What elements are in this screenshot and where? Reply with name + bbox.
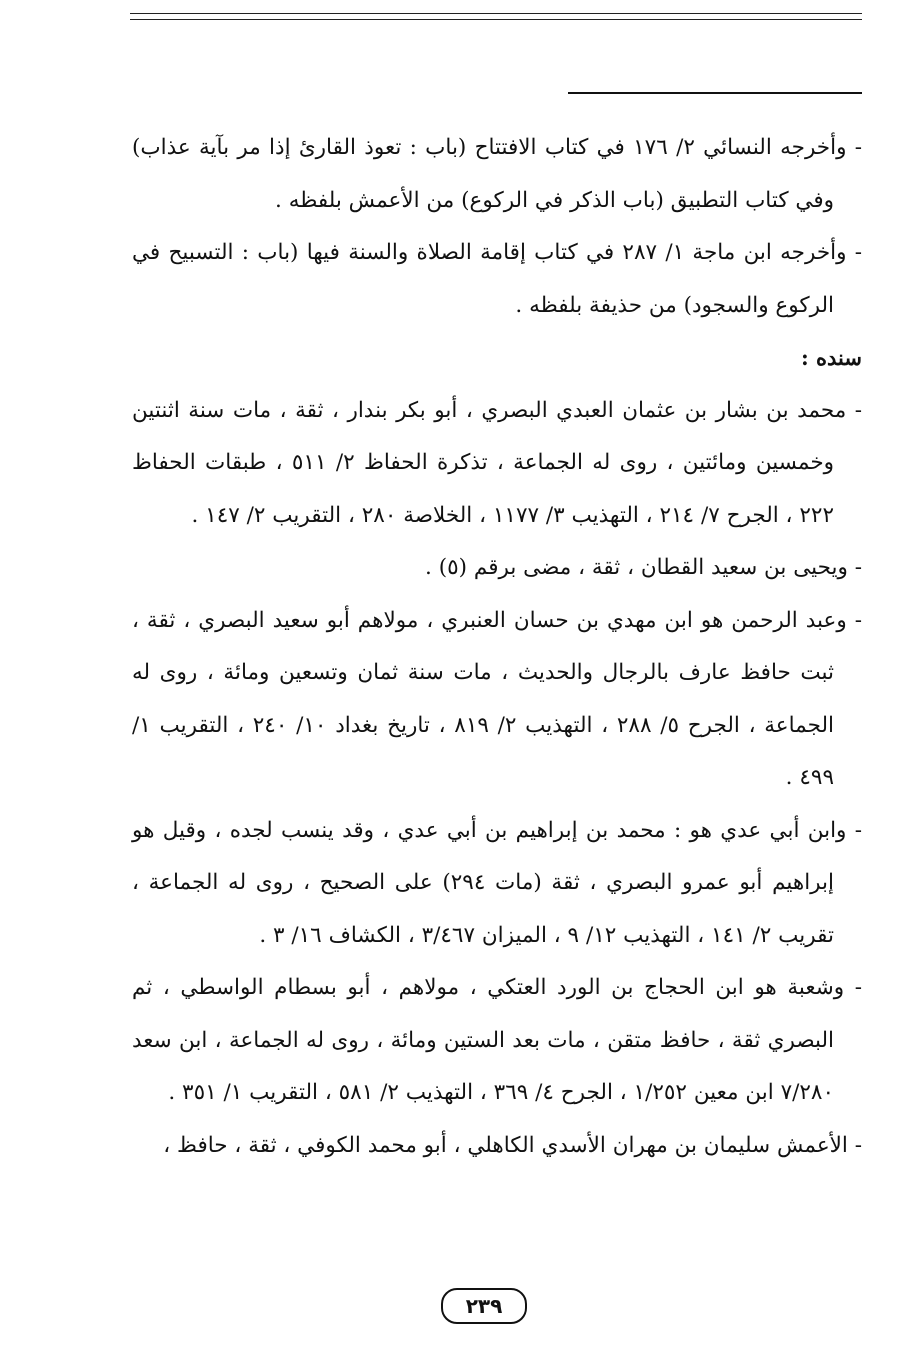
narrator-entry: - وعبد الرحمن هو ابن مهدي بن حسان العنبري ، مولاهم أبو سعيد البصري ، ثقة ، ثبت حافظ عارف بالرجال والحديث ، مات سنة ثمان وتسعين ومائة ، روى له الجماعة ، الجرح ٥/ ٢٨٨ ، التهذيب ٢/ ٨١٩ ، تاريخ بغداد ١٠/ ٢٤٠ ، التقريب ١/ ٤٩٩ . xyxy=(132,607,862,790)
page-number: ٢٣٩ xyxy=(441,1288,527,1324)
footnote-separator xyxy=(568,92,862,94)
narrator-entry: - وشعبة هو ابن الحجاج بن الورد العتكي ، مولاهم ، أبو بسطام الواسطي ، ثم البصري ثقة ، حافظ متقن ، مات بعد الستين ومائة ، روى له الجماعة ، ابن سعد ٧/٢٨٠ ابن معين ١/٢٥٢ ، الجرح ٤/ ٣٦٩ ، التهذيب ٢/ ٥٨١ ، التقريب ١/ ٣٥١ . xyxy=(132,975,862,1105)
reference-entry: - وأخرجه النسائي ٢/ ١٧٦ في كتاب الافتتاح (باب : تعوذ القارئ إذا مر بآية عذاب) وفي كتاب التطبيق (باب الذكر في الركوع) من الأعمش بلفظه . xyxy=(132,135,863,213)
header-rule xyxy=(130,19,862,20)
page-body xyxy=(132,122,862,1172)
narrator-entry: - وابن أبي عدي هو : محمد بن إبراهيم بن أبي عدي ، وقد ينسب لجده ، وقيل هو إبراهيم أبو عمرو البصري ، ثقة (مات ٢٩٤) على الصحيح ، روى له الجماعة ، تقريب ٢/ ١٤١ ، التهذيب ١٢/ ٩ ، الميزان ٣/٤٦٧ ، الكشاف ١٦/ ٣ . xyxy=(132,817,862,948)
narrator-entry: - محمد بن بشار بن عثمان العبدي البصري ، أبو بكر بندار ، ثقة ، مات سنة اثنتين وخمسين ومائتين ، روى له الجماعة ، تذكرة الحفاظ ٢/ ٥١١ ، طبقات الحفاظ ٢٢٢ ، الجرح ٧/ ٢١٤ ، التهذيب ٣/ ١١٧٧ ، الخلاصة ٢٨٠ ، التقريب ٢/ ١٤٧ . xyxy=(132,397,862,528)
section-heading: سنده : xyxy=(800,345,862,370)
reference-entry: - وأخرجه ابن ماجة ١/ ٢٨٧ في كتاب إقامة الصلاة والسنة فيها (باب : التسبيح في الركوع والسجود) من حذيفة بلفظه . xyxy=(132,240,863,318)
narrator-entry: - ويحيى بن سعيد القطان ، ثقة ، مضى برقم (٥) . xyxy=(425,555,862,580)
narrator-entry: - الأعمش سليمان بن مهران الأسدي الكاهلي ، أبو محمد الكوفي ، ثقة ، حافظ ، xyxy=(163,1132,862,1158)
header-rule xyxy=(130,13,862,14)
